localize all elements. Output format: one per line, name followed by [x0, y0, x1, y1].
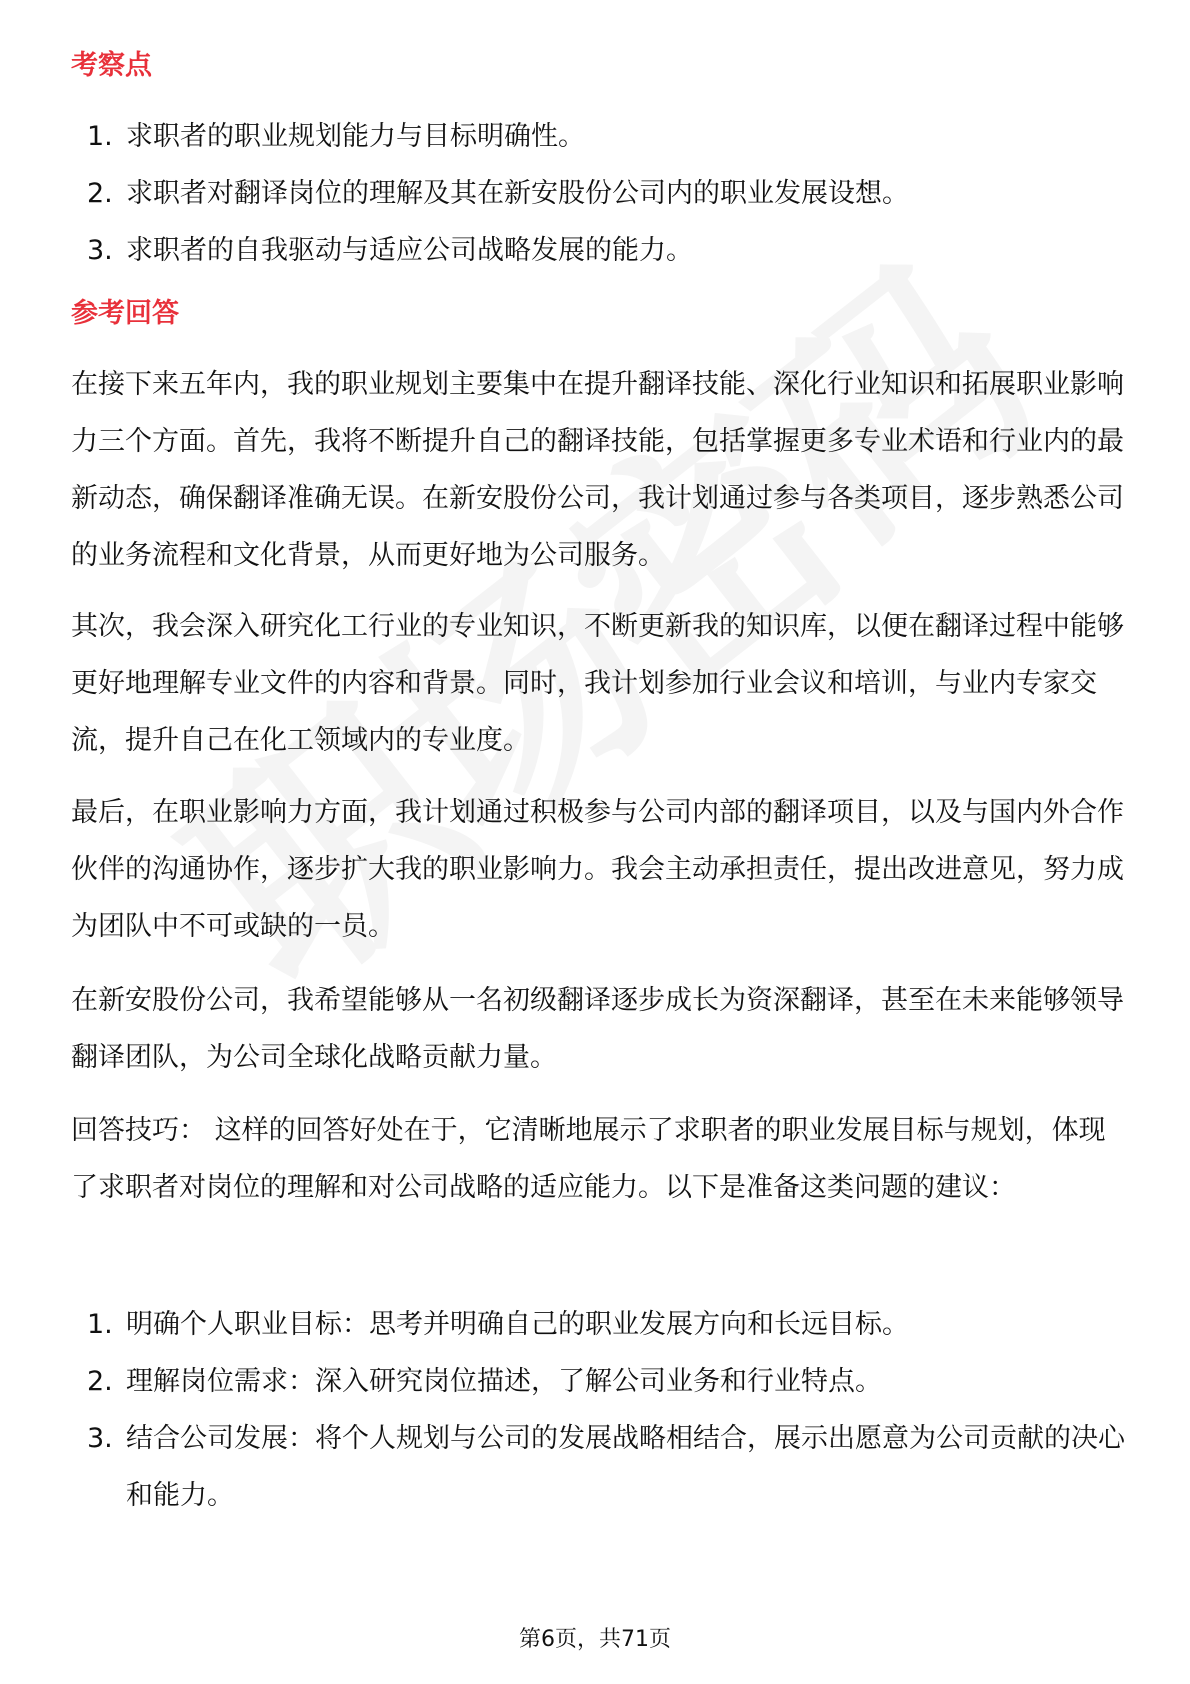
list-item-text: 理解岗位需求：深入研究岗位描述，了解公司业务和行业特点。 [126, 1366, 882, 1397]
list-item-number: 2. [87, 1366, 113, 1397]
list-item [71, 1410, 1131, 1524]
list-item-text: 明确个人职业目标：思考并明确自己的职业发展方向和长远目标。 [126, 1309, 909, 1340]
list-item-number: 1. [87, 1309, 113, 1340]
list-item [71, 222, 1131, 279]
answer-paragraph: 最后，在职业影响力方面，我计划通过积极参与公司内部的翻译项目，以及与国内外合作伙伴的沟通协作，逐步扩大我的职业影响力。我会主动承担责任，提出改进意见，努力成为团队中不可或缺的一员。 [71, 797, 1124, 942]
list-item-text: 结合公司发展：将个人规划与公司的发展战略相结合，展示出愿意为公司贡献的决心和能力。 [126, 1423, 1125, 1511]
tips-list [71, 1296, 1131, 1524]
list-item [71, 108, 1131, 165]
answer-heading: 参考回答 [71, 298, 179, 329]
list-item [71, 165, 1131, 222]
list-item-number: 1. [87, 121, 113, 152]
points-list [71, 108, 1131, 279]
page-number: 第6页，共71页 [519, 1627, 671, 1652]
list-item [71, 1353, 1131, 1410]
answer-paragraph: 在新安股份公司，我希望能够从一名初级翻译逐步成长为资深翻译，甚至在未来能够领导翻译团队，为公司全球化战略贡献力量。 [71, 985, 1124, 1073]
list-item-number: 3. [87, 1423, 113, 1454]
list-item-text: 求职者的职业规划能力与目标明确性。 [126, 121, 585, 152]
list-item-number: 2. [87, 178, 113, 209]
list-item-text: 求职者的自我驱动与适应公司战略发展的能力。 [126, 235, 693, 266]
list-item [71, 1296, 1131, 1353]
list-item-text: 求职者对翻译岗位的理解及其在新安股份公司内的职业发展设想。 [126, 178, 909, 209]
list-item-number: 3. [87, 235, 113, 266]
points-heading: 考察点 [71, 50, 152, 81]
answer-paragraph: 其次，我会深入研究化工行业的专业知识，不断更新我的知识库，以便在翻译过程中能够更好地理解专业文件的内容和背景。同时，我计划参加行业会议和培训，与业内专家交流，提升自己在化工领域内的专业度。 [71, 611, 1124, 756]
answer-tip-paragraph: 回答技巧： 这样的回答好处在于，它清晰地展示了求职者的职业发展目标与规划，体现了求职者对岗位的理解和对公司战略的适应能力。以下是准备这类问题的建议： [71, 1115, 1106, 1203]
answer-paragraph: 在接下来五年内，我的职业规划主要集中在提升翻译技能、深化行业知识和拓展职业影响力三个方面。首先，我将不断提升自己的翻译技能，包括掌握更多专业术语和行业内的最新动态，确保翻译准确无误。在新安股份公司，我计划通过参与各类项目，逐步熟悉公司的业务流程和文化背景，从而更好地为公司服务。 [71, 369, 1124, 571]
